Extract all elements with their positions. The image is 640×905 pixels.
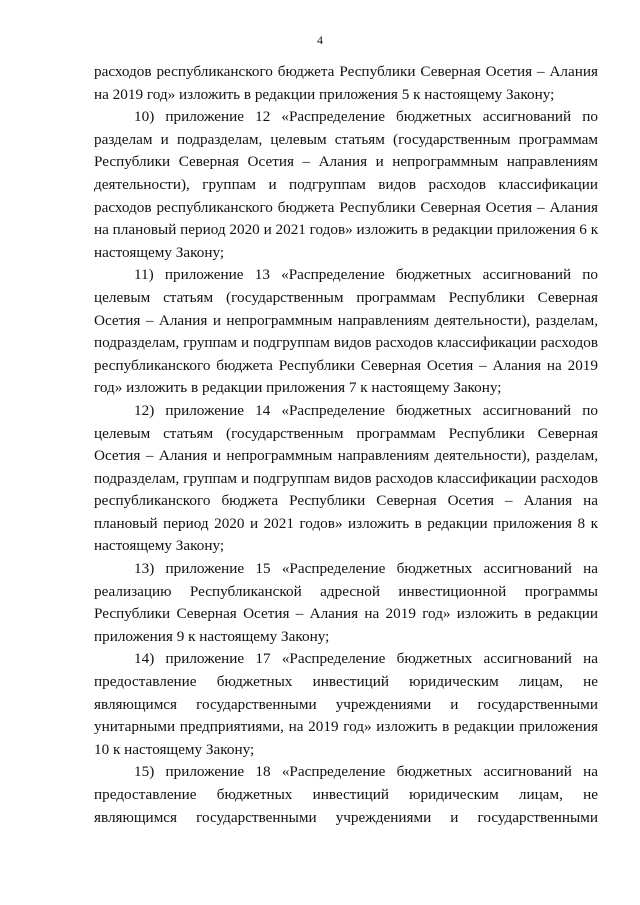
text-line: республиканского бюджета Республики Северная Осетия – Алания на [94, 492, 598, 510]
text-line: настоящему Закону; [94, 537, 225, 555]
text-line: реализацию Республиканской адресной инвестиционной программы [94, 582, 598, 600]
paragraph [94, 61, 598, 106]
text-line: предоставление бюджетных инвестиций юридическим лицам, не [94, 673, 598, 691]
paragraph [94, 761, 598, 829]
text-line: деятельности), группам и подгруппам видов расходов классификации [94, 175, 598, 193]
text-line: на 2019 год» изложить в редакции приложения 5 к настоящему Закону; [94, 85, 555, 103]
document-body [94, 61, 598, 829]
text-line: республиканского бюджета Республики Северная Осетия – Алания на 2019 [94, 356, 598, 374]
text-line: унитарными предприятиями, на 2019 год» изложить в редакции приложения [94, 718, 598, 736]
text-line: 11) приложение 13 «Распределение бюджетных ассигнований по [134, 266, 598, 284]
paragraph [94, 106, 598, 264]
text-line: целевым статьям (государственным программам Республики Северная [94, 288, 598, 306]
text-line: разделам и подразделам, целевым статьям (государственным программам [94, 130, 598, 148]
paragraph [94, 558, 598, 648]
text-line: подразделам, группам и подгруппам видов расходов классификации расходов [94, 334, 598, 352]
text-line: приложения 9 к настоящему Закону; [94, 627, 330, 645]
text-line: 10) приложение 12 «Распределение бюджетных ассигнований по [134, 108, 598, 126]
text-line: Республики Северная Осетия – Алания и непрограммным направлениям [94, 153, 598, 171]
text-line: на плановый период 2020 и 2021 годов» изложить в редакции приложения 6 к [94, 221, 599, 239]
text-line: расходов республиканского бюджета Республики Северная Осетия – Алания [94, 198, 598, 216]
paragraph [94, 264, 598, 400]
paragraph [94, 400, 598, 558]
page-number: 4 [317, 33, 323, 47]
text-line: плановый период 2020 и 2021 годов» изложить в редакции приложения 8 к [94, 514, 598, 532]
text-line: Осетия – Алания и непрограммным направлениям деятельности), разделам, [94, 311, 598, 329]
text-line: 15) приложение 18 «Распределение бюджетных ассигнований на [134, 763, 598, 781]
text-line: являющимся государственными учреждениями и государственными [94, 695, 598, 713]
text-line: 10 к настоящему Закону; [94, 740, 255, 758]
text-line: Республики Северная Осетия – Алания на 2019 год» изложить в редакции [94, 605, 598, 623]
text-line: подразделам, группам и подгруппам видов расходов классификации расходов [94, 469, 598, 487]
text-line: 14) приложение 17 «Распределение бюджетных ассигнований на [134, 650, 598, 668]
text-line: 13) приложение 15 «Распределение бюджетных ассигнований на [134, 560, 598, 578]
paragraph [94, 648, 598, 761]
text-line: 12) приложение 14 «Распределение бюджетных ассигнований по [134, 401, 598, 419]
text-line: расходов республиканского бюджета Республики Северная Осетия – Алания [94, 63, 598, 80]
text-line: предоставление бюджетных инвестиций юридическим лицам, не [94, 786, 598, 803]
text-line: год» изложить в редакции приложения 7 к настоящему Закону; [94, 379, 502, 397]
text-line: являющимся государственными учреждениями и государственными [94, 808, 598, 826]
text-line: Осетия – Алания и непрограммным направлениям деятельности), разделам, [94, 447, 598, 465]
text-line: целевым статьям (государственным программам Республики Северная [94, 424, 598, 442]
text-line: настоящему Закону; [94, 243, 225, 261]
